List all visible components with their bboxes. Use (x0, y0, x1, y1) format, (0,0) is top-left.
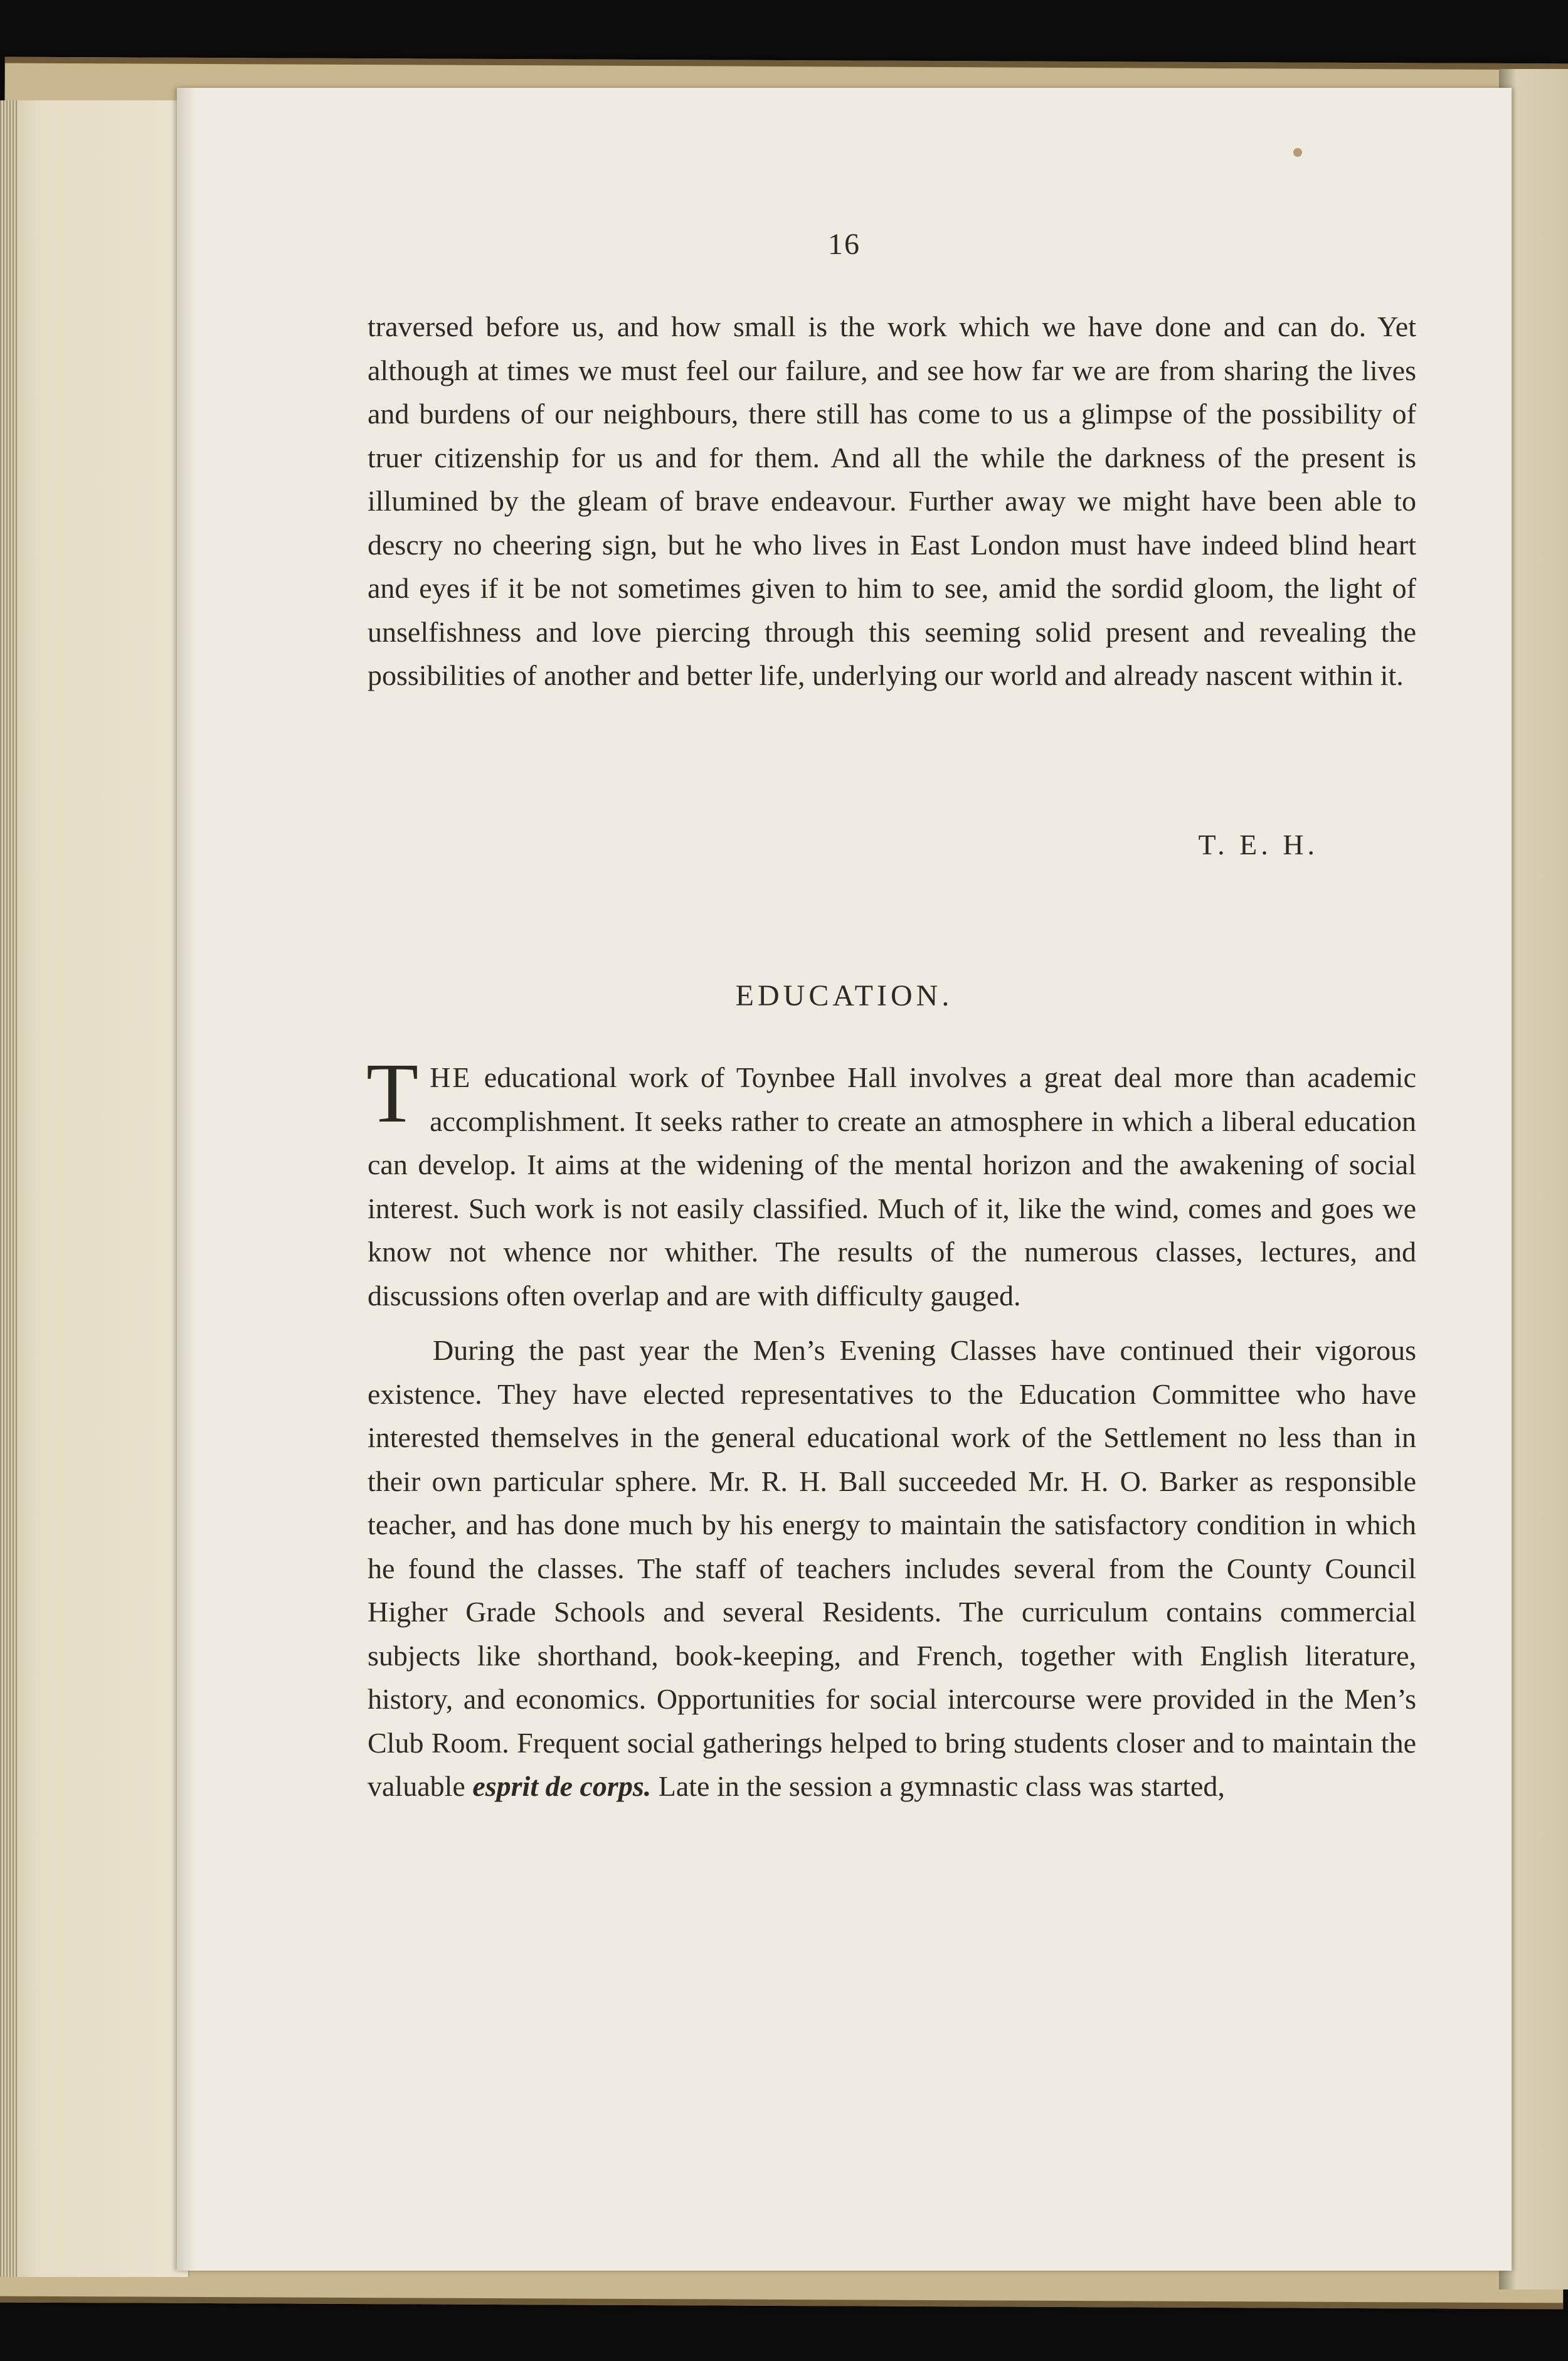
left-page-stack (0, 100, 189, 2277)
signature: T. E. H. (1198, 829, 1318, 861)
education-text (366, 1046, 1416, 1808)
paragraph-2-text: During the past year the Men’s Evening Classes have continued their vigorous existence. They have elected representatives to the Education Committee who have interested themselves in the general educational work of the Settlement no less than in their own particular sphere. Mr. R. H. Ball succeeded Mr. H. O. Barker as responsible teacher, and has done much by his energy to maintain the satisfactory condition in which he found the classes. The staff of teachers includes several from the County Council Higher Grade Schools and several Residents. The curriculum contains commercial subjects like shorthand, book-keeping, and French, together with English literature, history, and economics. Opportunities for social intercourse were provided in the Men’s Club Room. Frequent social gatherings helped to bring students closer and to maintain the valuable (368, 1334, 1416, 1802)
page-number: 16 (828, 228, 861, 261)
first-word: HE (430, 1061, 472, 1093)
italic-phrase: esprit de corps. (472, 1770, 652, 1802)
book-page (177, 88, 1512, 2271)
paragraph-2-end: Late in the session a gymnastic class was started, (651, 1770, 1225, 1802)
intro-paragraph: traversed before us, and how small is the work which we have done and can do. Yet although at times we must feel our failure, and see how far we are from sharing the lives and burdens of our neighbours, there still has come to us a glimpse of the possibility of truer citizenship for us and for them. And all the while the darkness of the present is illumined by the gleam of brave endeavour. Further away we might have been able to descry no cheering sign, but he who lives in East London must have indeed blind heart and eyes if it be not sometimes given to him to see, amid the sordid gloom, the light of unselfishness and love piercing through this seeming solid present and revealing the possibilities of another and better life, underlying our world and already nascent within it. (368, 310, 1416, 691)
education-paragraph-1 (366, 1046, 1416, 1317)
paragraph-1-text: educational work of Toynbee Hall involves a great deal more than academic accomplishment. It seeks rather to create an atmosphere in which a liberal education can develop. It aims at the widening of the mental horizon and the awakening of social interest. Such work is not easily classified. Much of it, like the wind, comes and goes we know not whence nor whither. The results of the numerous classes, lectures, and discussions often overlap and are with difficulty gauged. (368, 1061, 1416, 1312)
education-paragraph-2 (368, 1329, 1416, 1808)
section-heading: EDUCATION. (735, 979, 953, 1012)
page-gutter-shadow (177, 88, 196, 2271)
drop-cap: T (366, 1046, 419, 1140)
intro-text (368, 305, 1416, 698)
page-edges (0, 100, 18, 2277)
paper-speck (1293, 148, 1302, 157)
